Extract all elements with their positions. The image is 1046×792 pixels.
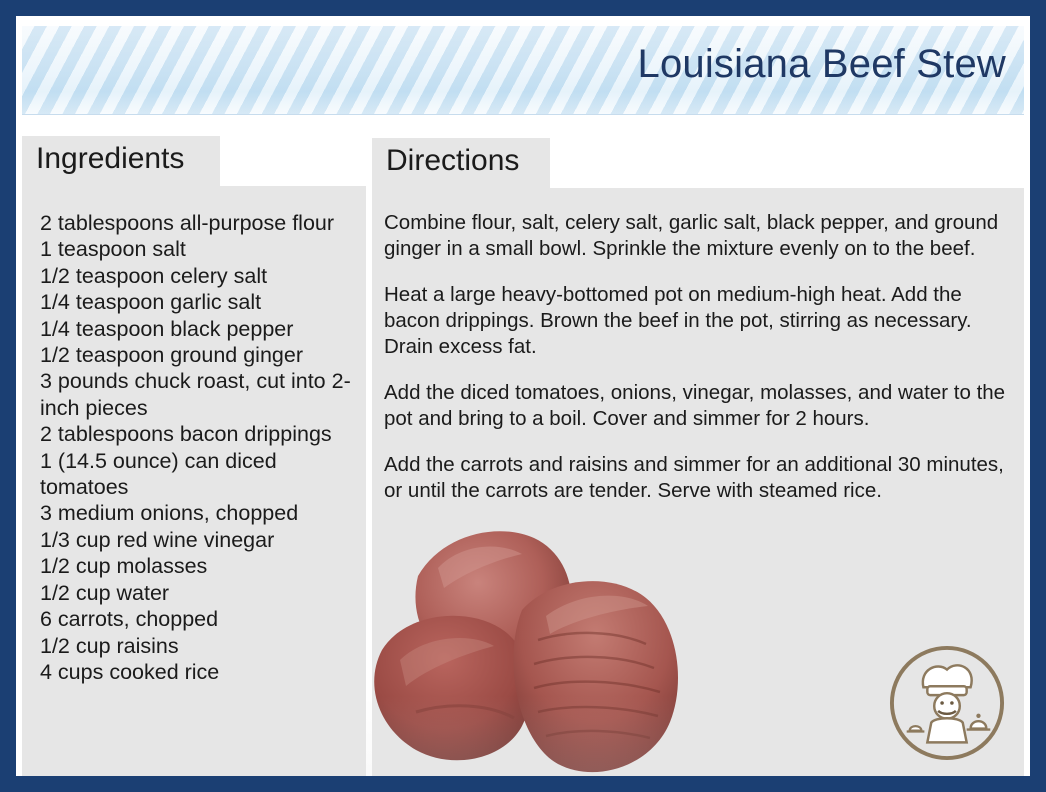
ingredients-list <box>40 210 362 685</box>
list-item: 1/2 cup water <box>40 580 170 605</box>
list-item: 1/2 cup molasses <box>40 554 208 579</box>
title-banner <box>22 26 1024 115</box>
ingredients-panel <box>22 186 366 790</box>
direction-step: Add the diced tomatoes, onions, vinegar, molasses, and water to the pot and bring to a boil. Cover and simmer for 2 hours. <box>384 381 1006 430</box>
slide-canvas <box>16 16 1030 776</box>
direction-step: Combine flour, salt, celery salt, garlic salt, black pepper, and ground ginger in a small bowl. Sprinkle the mixture evenly on to the beef. <box>384 211 999 260</box>
list-item: 2 tablespoons all-purpose flour <box>40 211 335 235</box>
list-item: 1 (14.5 ounce) can diced tomatoes <box>40 448 277 500</box>
direction-step: Add the carrots and raisins and simmer for an additional 30 minutes, or until the carrots are tender. Serve with steamed rice. <box>384 453 1004 502</box>
list-item: 3 pounds chuck roast, cut into 2-inch pieces <box>40 369 351 420</box>
list-item: 1/4 teaspoon garlic salt <box>40 290 262 315</box>
list-item: 1 teaspoon salt <box>40 237 186 262</box>
list-item: 4 cups cooked rice <box>40 659 220 684</box>
ingredients-header: Ingredients <box>22 136 220 186</box>
list-item: 3 medium onions, chopped <box>40 501 299 526</box>
list-item: 6 carrots, chopped <box>40 607 219 632</box>
chef-logo <box>888 644 1006 762</box>
list-item: 1/2 teaspoon celery salt <box>40 263 268 288</box>
page-title: Louisiana Beef Stew <box>637 42 1006 86</box>
directions-header: Directions <box>372 138 550 188</box>
list-item: 1/4 teaspoon black pepper <box>40 316 294 341</box>
list-item: 2 tablespoons bacon drippings <box>40 422 332 447</box>
direction-step: Heat a large heavy-bottomed pot on medium-high heat. Add the bacon drippings. Brown the beef in the pot, stirring as necessary. Drain excess fat. <box>384 283 972 358</box>
list-item: 1/2 teaspoon ground ginger <box>40 343 303 368</box>
directions-body <box>384 210 1012 504</box>
list-item: 1/2 cup raisins <box>40 633 179 658</box>
list-item: 1/3 cup red wine vinegar <box>40 527 275 552</box>
